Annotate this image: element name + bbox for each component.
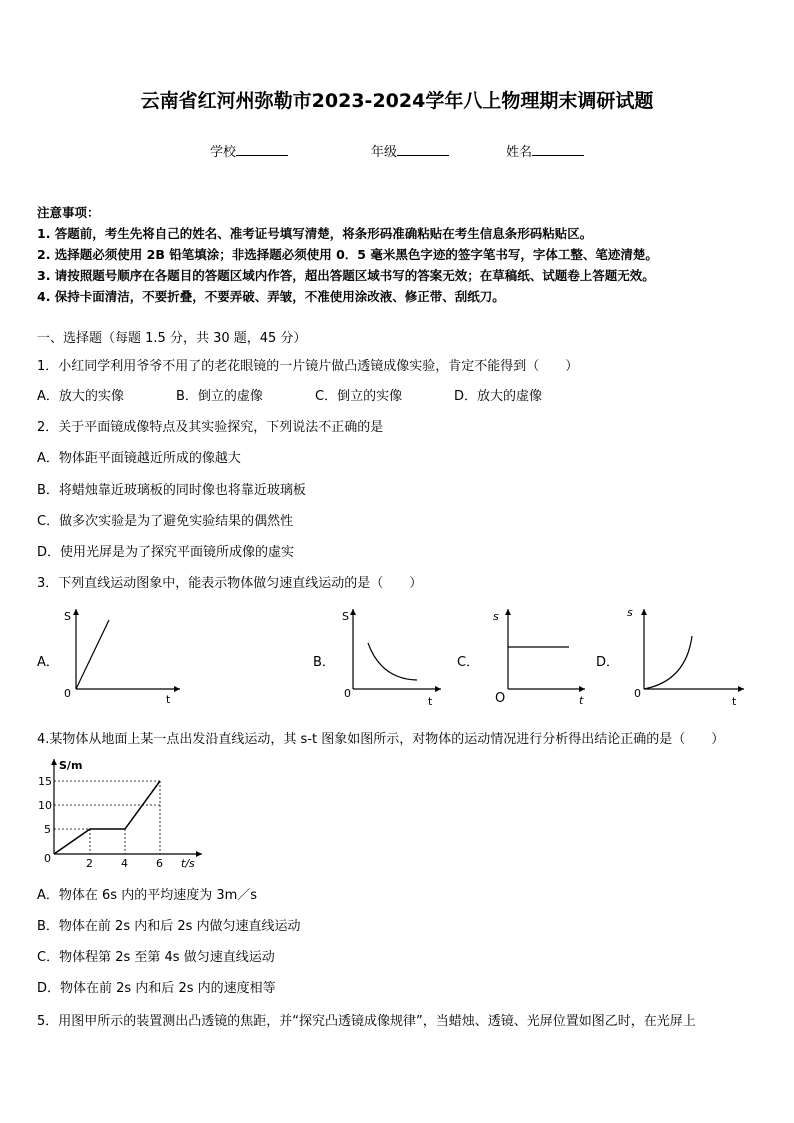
q1-option-d: D．放大的虚像 (454, 389, 543, 404)
q1-option-c: C．倒立的实像 (315, 389, 403, 404)
q4-xtick-4: 4 (121, 857, 128, 870)
q3-c-ylabel: s (493, 610, 499, 623)
q4-ytick-5: 5 (44, 823, 51, 836)
q4-xtick-2: 2 (86, 857, 93, 870)
q4-ylabel: S/m (59, 759, 83, 772)
grade-label: 年级 (371, 145, 398, 160)
q2-option-d: D．使用光屏是为了探究平面镜所成像的虚实 (37, 545, 295, 560)
q3-b-curve (368, 643, 417, 680)
q4-xtick-6: 6 (156, 857, 163, 870)
q3-graph-c (485, 603, 595, 708)
q4-origin: 0 (44, 852, 51, 865)
name-field (506, 141, 584, 160)
question-2-stem: 2．关于平面镜成像特点及其实验探究，下列说法不正确的是 (37, 420, 384, 435)
q3-graph-a (60, 603, 185, 708)
grade-blank (397, 143, 449, 156)
q3-d-origin: 0 (634, 687, 641, 700)
name-label: 姓名 (506, 145, 533, 160)
q4-st-line (54, 781, 160, 854)
note-item: 1. 答题前，考生先将自己的姓名、准考证号填写清楚，将条形码准确粘贴在考生信息条形码粘贴区。 (37, 226, 593, 241)
q3-a-xlabel: t (166, 693, 171, 706)
q3-c-origin: O (495, 691, 506, 706)
q3-graph-c-label: C． (457, 655, 480, 670)
school-label: 学校 (210, 145, 237, 160)
q3-a-line (76, 620, 109, 689)
q3-a-origin: 0 (64, 687, 71, 700)
q4-ytick-15: 15 (38, 775, 52, 788)
q3-graph-d-label: D． (596, 655, 620, 670)
school-blank (236, 143, 288, 156)
note-item: 3. 请按照题号顺序在各题目的答题区域内作答，超出答题区域书写的答案无效；在草稿纸、试题卷上答题无效。 (37, 268, 655, 283)
q4-option-b: B．物体在前 2s 内和后 2s 内做匀速直线运动 (37, 919, 301, 934)
note-item: 4. 保持卡面清洁，不要折叠，不要弄破、弄皱，不准使用涂改液、修正带、刮纸刀。 (37, 289, 505, 304)
q3-d-curve (644, 636, 692, 689)
q2-option-b: B．将蜡烛靠近玻璃板的同时像也将靠近玻璃板 (37, 483, 306, 498)
section-heading: 一、选择题（每题 1.5 分，共 30 题，45 分） (37, 331, 307, 346)
q2-option-c: C．做多次实验是为了避免实验结果的偶然性 (37, 514, 294, 529)
q4-st-graph (30, 755, 215, 873)
notes-heading: 注意事项： (37, 205, 100, 220)
q4-ytick-10: 10 (38, 799, 52, 812)
question-3-stem: 3．下列直线运动图象中，能表示物体做匀速直线运动的是（ ） (37, 576, 423, 591)
question-1-stem: 1．小红同学利用爷爷不用了的老花眼镜的一片镜片做凸透镜成像实验，肯定不能得到（ ） (37, 359, 579, 374)
note-item: 2. 选择题必须使用 2B 铅笔填涂；非选择题必须使用 0．5 毫米黑色字迹的签字笔书写，字体工整、笔迹清楚。 (37, 247, 658, 262)
q3-b-ylabel: S (342, 610, 349, 623)
q4-option-d: D．物体在前 2s 内和后 2s 内的速度相等 (37, 981, 276, 996)
q3-d-ylabel: s (627, 606, 633, 619)
q2-option-a: A．物体距平面镜越近所成的像越大 (37, 451, 241, 466)
question-5-stem: 5．用图甲所示的装置测出凸透镜的焦距，并“探究凸透镜成像规律”，当蜡烛、透镜、光屏位置如图乙时，在光屏上 (37, 1014, 696, 1029)
school-field (210, 141, 288, 160)
q4-option-a: A．物体在 6s 内的平均速度为 3m／s (37, 888, 258, 903)
q3-a-ylabel: S (64, 610, 71, 623)
question-4-stem: 4.某物体从地面上某一点出发沿直线运动，其 s-t 图象如图所示，对物体的运动情况进行分析得出结论正确的是（ ） (37, 732, 725, 747)
q3-d-xlabel: t (732, 695, 737, 708)
q4-option-c: C．物体程第 2s 至第 4s 做匀速直线运动 (37, 950, 275, 965)
q1-option-b: B．倒立的虚像 (176, 389, 263, 404)
q3-graph-a-label: A． (37, 655, 59, 670)
grade-field (371, 141, 449, 160)
page-title: 云南省红河州弥勒市2023-2024学年八上物理期末调研试题 (140, 90, 654, 112)
q1-option-a: A．放大的实像 (37, 389, 124, 404)
q3-graph-b-label: B． (313, 655, 335, 670)
q3-graph-d (626, 603, 751, 708)
q3-c-xlabel: t (579, 694, 584, 707)
q4-xlabel: t/s (181, 857, 195, 870)
name-blank (532, 143, 584, 156)
q3-b-origin: 0 (344, 687, 351, 700)
q3-graph-b (337, 603, 447, 708)
q3-b-xlabel: t (428, 695, 433, 708)
